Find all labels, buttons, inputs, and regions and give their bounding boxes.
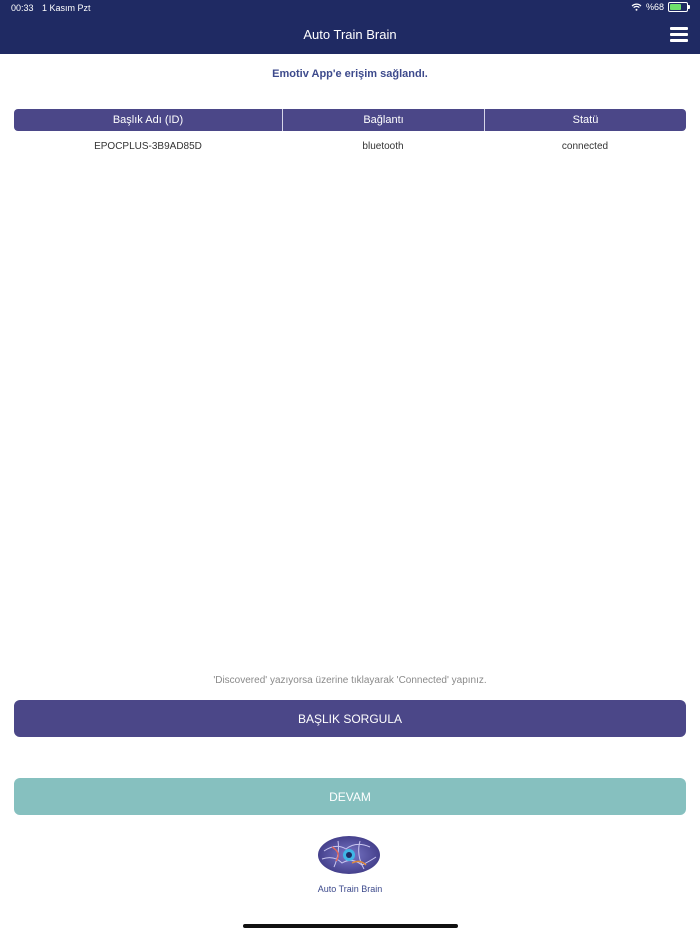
battery-tip	[688, 5, 690, 9]
hamburger-menu-icon[interactable]	[670, 27, 688, 43]
menu-line	[670, 33, 688, 36]
hint-text: 'Discovered' yazıyorsa üzerine tıklayarak 'Connected' yapınız.	[213, 675, 487, 686]
logo-text: Auto Train Brain	[317, 884, 383, 894]
column-header-connection: Bağlantı	[283, 109, 485, 131]
app-title: Auto Train Brain	[303, 27, 397, 42]
query-headset-button[interactable]: BAŞLIK SORGULA	[14, 700, 686, 737]
status-bar	[0, 0, 700, 16]
menu-line	[670, 39, 688, 42]
cell-status: connected	[561, 140, 609, 152]
top-bar	[0, 0, 700, 54]
battery-fill	[670, 4, 681, 10]
column-header-id: Başlık Adı (ID)	[14, 109, 283, 131]
table-row[interactable]	[14, 138, 686, 154]
continue-button[interactable]: DEVAM	[14, 778, 686, 815]
cell-device-id: EPOCPLUS-3B9AD85D	[94, 140, 202, 152]
battery-icon	[668, 2, 688, 12]
status-time: 00:33	[11, 3, 34, 13]
home-indicator	[243, 924, 458, 928]
access-message: Emotiv App'e erişim sağlandı.	[272, 68, 428, 80]
column-header-status: Statü	[572, 114, 599, 126]
status-right	[631, 2, 688, 12]
brain-logo-icon	[316, 833, 382, 877]
cell-connection: bluetooth	[362, 140, 404, 152]
status-date: 1 Kasım Pzt	[42, 3, 91, 13]
wifi-icon	[631, 3, 642, 11]
table-header	[14, 109, 686, 131]
battery-percent: %68	[645, 2, 664, 12]
menu-line	[670, 27, 688, 30]
